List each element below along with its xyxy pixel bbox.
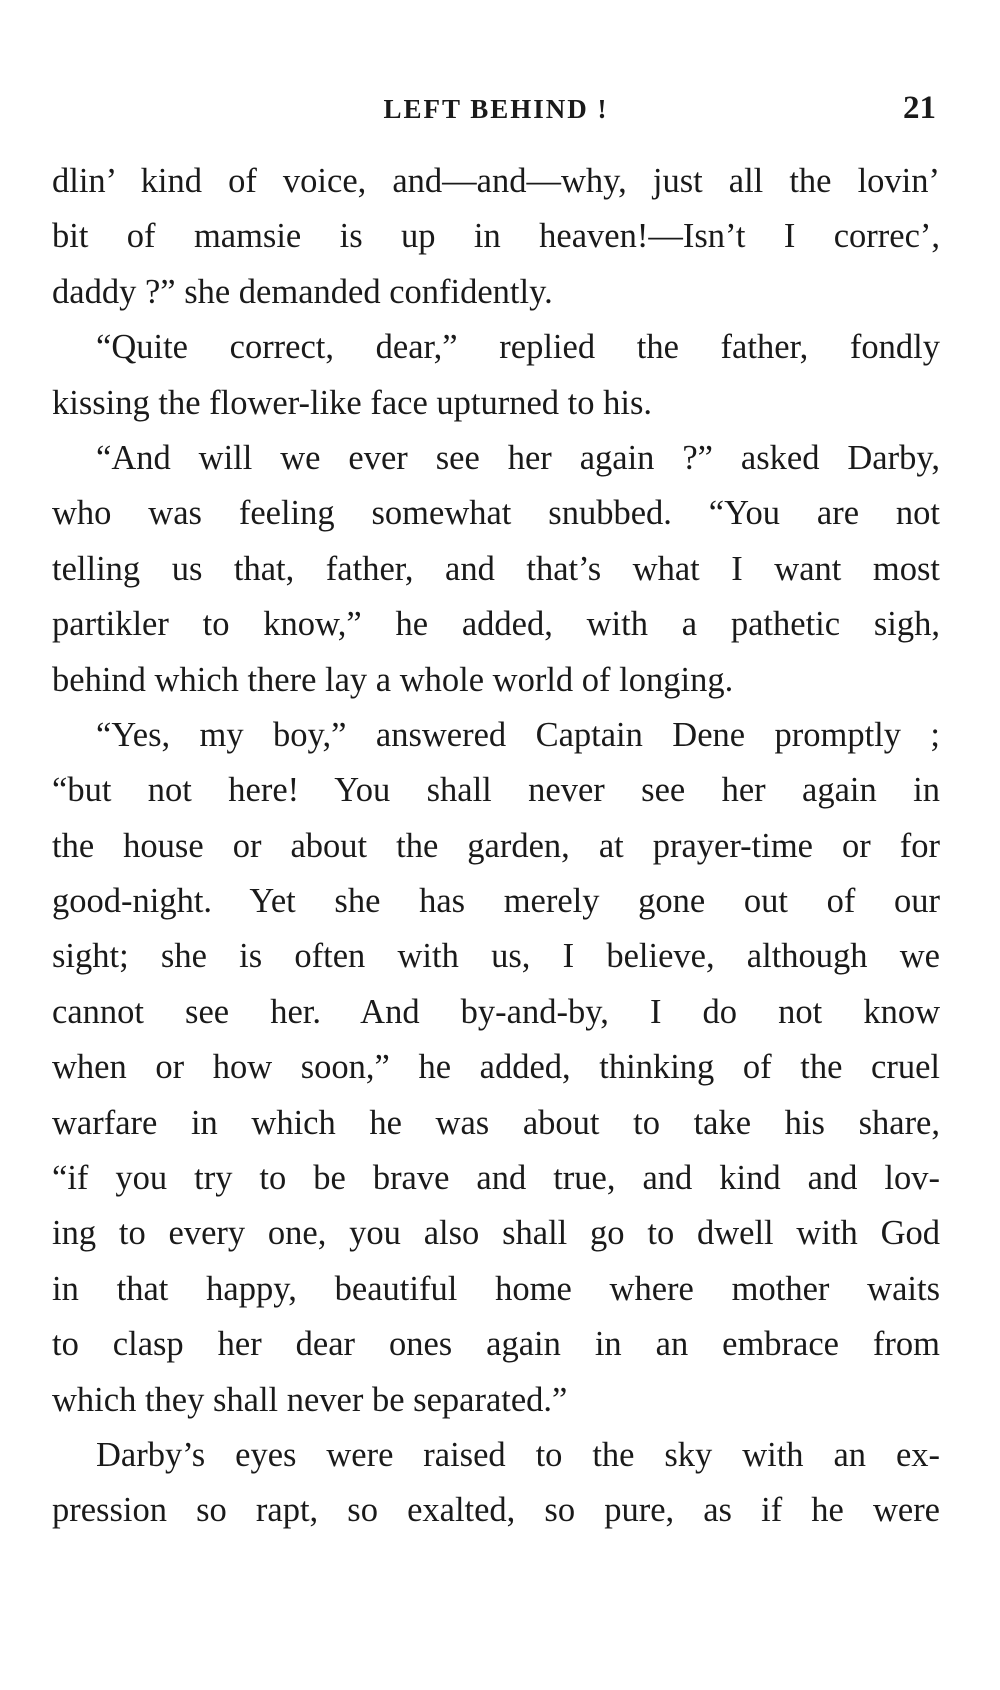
text-line: bit of mamsie is up in heaven!—Isn’t I correc’, [52, 217, 940, 256]
text-line: when or how soon,” he added, thinking of the cruel [52, 1048, 940, 1087]
paragraph [52, 154, 940, 320]
text-line: who was feeling somewhat snubbed. “You are not [52, 494, 940, 533]
running-header [52, 88, 940, 136]
text-line: kissing the flower-like face upturned to his. [52, 383, 653, 422]
running-title: LEFT BEHIND ! [383, 94, 609, 124]
text-line: good-night. Yet she has merely gone out of our [52, 882, 940, 921]
text-line: “And will we ever see her again ?” asked Darby, [96, 438, 940, 477]
text-line: which they shall never be separated.” [52, 1380, 568, 1419]
text-line: warfare in which he was about to take his share, [52, 1103, 940, 1142]
text-line: sight; she is often with us, I believe, although we [52, 937, 940, 976]
paragraph [52, 1428, 940, 1539]
text-line: “Yes, my boy,” answered Captain Dene promptly ; [96, 715, 940, 754]
text-line: to clasp her dear ones again in an embrace from [52, 1325, 940, 1364]
text-line: in that happy, beautiful home where mother waits [52, 1269, 940, 1308]
text-line: ing to every one, you also shall go to dwell with God [52, 1214, 940, 1253]
paragraph [52, 320, 940, 431]
text-line: cannot see her. And by-and-by, I do not know [52, 992, 940, 1031]
text-line: daddy ?” she demanded confidently. [52, 272, 553, 311]
text-line: “Quite correct, dear,” replied the father, fondly [96, 328, 940, 367]
text-line: telling us that, father, and that’s what I want most [52, 549, 940, 588]
body-text [52, 154, 940, 1539]
text-line: Darby’s eyes were raised to the sky with an ex- [96, 1435, 940, 1474]
paragraph [52, 708, 940, 1428]
page-number: 21 [903, 90, 936, 126]
text-line: behind which there lay a whole world of longing. [52, 660, 734, 699]
text-line: pression so rapt, so exalted, so pure, as if he were [52, 1491, 940, 1530]
paragraph [52, 431, 940, 708]
text-line: the house or about the garden, at prayer-time or for [52, 826, 940, 865]
text-line: “if you try to be brave and true, and kind and lov- [52, 1159, 940, 1198]
text-line: partikler to know,” he added, with a pathetic sigh, [52, 605, 940, 644]
text-line: “but not here! You shall never see her again in [52, 771, 940, 810]
text-line: dlin’ kind of voice, and—and—why, just all the lovin’ [52, 162, 940, 200]
